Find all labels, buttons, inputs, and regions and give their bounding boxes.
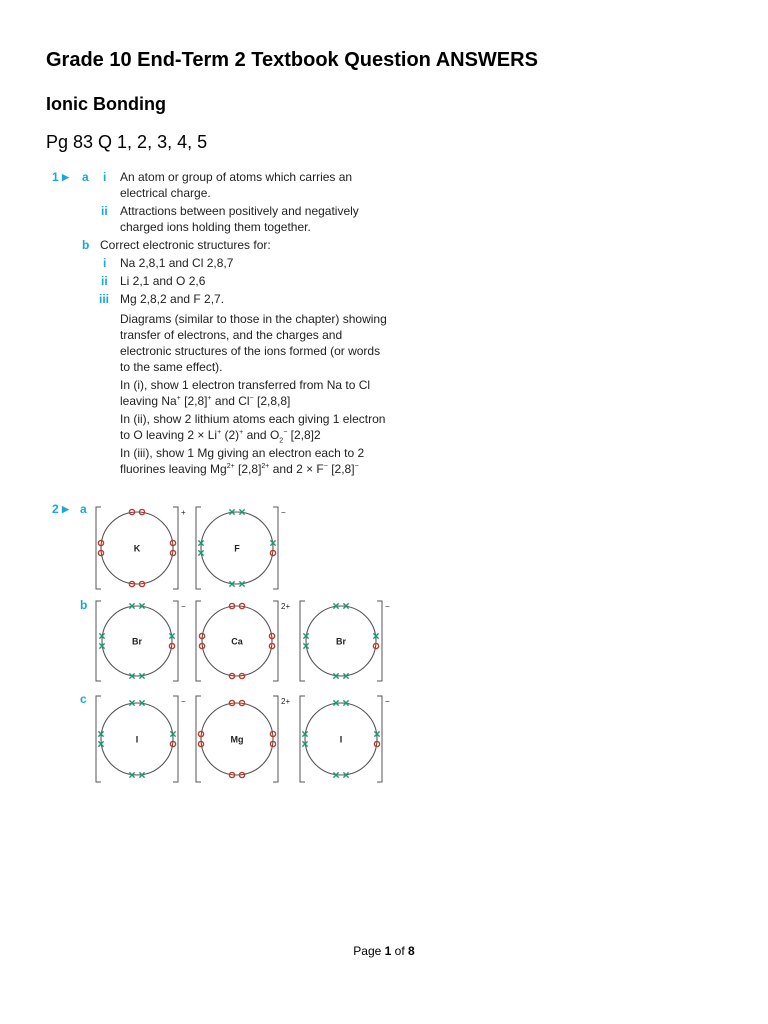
element-symbol: Ca	[231, 636, 243, 647]
q1-a-ii-label: ii	[101, 204, 108, 218]
bracket-left	[196, 507, 201, 589]
ion-charge: 2+	[281, 697, 291, 706]
q2-part-b-label: b	[80, 598, 88, 612]
bracket-right	[173, 507, 178, 589]
q1-b-i-label: i	[103, 256, 107, 270]
bracket-left	[96, 507, 101, 589]
q1-a-i-label: i	[103, 170, 107, 184]
q1-b-iii-text: Mg 2,8,2 and F 2,7.	[120, 292, 225, 306]
question-2-number: 2 ▶	[52, 502, 69, 516]
q1-part-b-label: b	[82, 238, 90, 252]
q2-part-c-label: c	[80, 692, 87, 706]
ion-charge: −	[181, 602, 186, 611]
ion-charge: +	[181, 508, 186, 517]
bracket-left	[300, 601, 305, 681]
ion-charge: 2+	[281, 602, 291, 611]
bracket-left	[196, 601, 201, 681]
bracket-right	[273, 601, 278, 681]
q1-b-i-text: Na 2,8,1 and Cl 2,8,7	[120, 256, 234, 270]
bracket-left	[96, 696, 101, 782]
ion-charge: −	[385, 697, 390, 706]
q1-b-ii-label: ii	[101, 274, 108, 288]
q2-part-a-label: a	[80, 502, 87, 516]
bracket-left	[96, 601, 101, 681]
page-title: Grade 10 End-Term 2 Textbook Question ANSWERS	[46, 49, 538, 71]
q1-in-i-line2: leaving Na+ [2,8]+ and Cl− [2,8,8]	[120, 394, 291, 408]
element-symbol: Br	[131, 636, 143, 647]
question-1-number: 1 ▶	[52, 170, 69, 184]
q1-b-iii-label: iii	[99, 292, 110, 306]
element-symbol: I	[339, 734, 343, 745]
q1-b-description-line: Diagrams (similar to those in the chapter) showing	[120, 312, 387, 326]
bracket-right	[377, 601, 382, 681]
q1-a-i-line1: An atom or group of atoms which carries an	[120, 170, 353, 184]
question-reference: Pg 83 Q 1, 2, 3, 4, 5	[46, 132, 208, 152]
element-symbol: K	[133, 543, 141, 554]
q1-a-ii-line1: Attractions between positively and negatively	[120, 204, 359, 218]
bracket-right	[173, 601, 178, 681]
q1-in-i-line1: In (i), show 1 electron transferred from Na to Cl	[120, 378, 371, 392]
q1-in-iii-line2: fluorines leaving $Mg^{2+}$ $[2,8]^{2+}$ and 2 × F− [2,8]−	[120, 462, 359, 476]
bracket-left	[196, 696, 201, 782]
ion-charge: −	[181, 697, 186, 706]
element-symbol: F	[234, 543, 240, 554]
q1-b-intro: Correct electronic structures for:	[100, 238, 271, 252]
ion-charge: −	[385, 602, 390, 611]
ion-charge: −	[281, 508, 286, 517]
q1-in-ii-line2: to O leaving 2 × Li+ (2)+ and $O_2^-$ [2,8]2	[120, 428, 321, 445]
bracket-right	[173, 696, 178, 782]
section-title: Ionic Bonding	[46, 94, 166, 114]
q1-b-description-line: transfer of electrons, and the charges and	[120, 328, 343, 342]
q1-in-iii-line1: In (iii), show 1 Mg giving an electron each to 2	[120, 446, 365, 460]
bracket-right	[273, 696, 278, 782]
q1-a-i-line2: electrical charge.	[120, 186, 211, 200]
q1-b-description-line: electronic structures of the ions formed (or words	[120, 344, 381, 358]
element-symbol: Mg	[230, 734, 244, 745]
q1-b-description-line: to the same effect).	[120, 360, 223, 374]
page-footer: Page 1 of 8	[353, 944, 415, 958]
q1-b-ii-text: Li 2,1 and O 2,6	[120, 274, 206, 288]
element-symbol: Br	[335, 636, 347, 647]
bracket-left	[300, 696, 305, 782]
q1-a-ii-line2: charged ions holding them together.	[120, 220, 311, 234]
arrow-icon: ▶	[62, 504, 69, 514]
element-symbol: I	[135, 734, 139, 745]
bracket-right	[273, 507, 278, 589]
arrow-icon: ▶	[62, 172, 69, 182]
bracket-right	[377, 696, 382, 782]
q1-in-ii-line1: In (ii), show 2 lithium atoms each giving 1 electron	[120, 412, 386, 426]
q1-part-a-label: a	[82, 170, 89, 184]
